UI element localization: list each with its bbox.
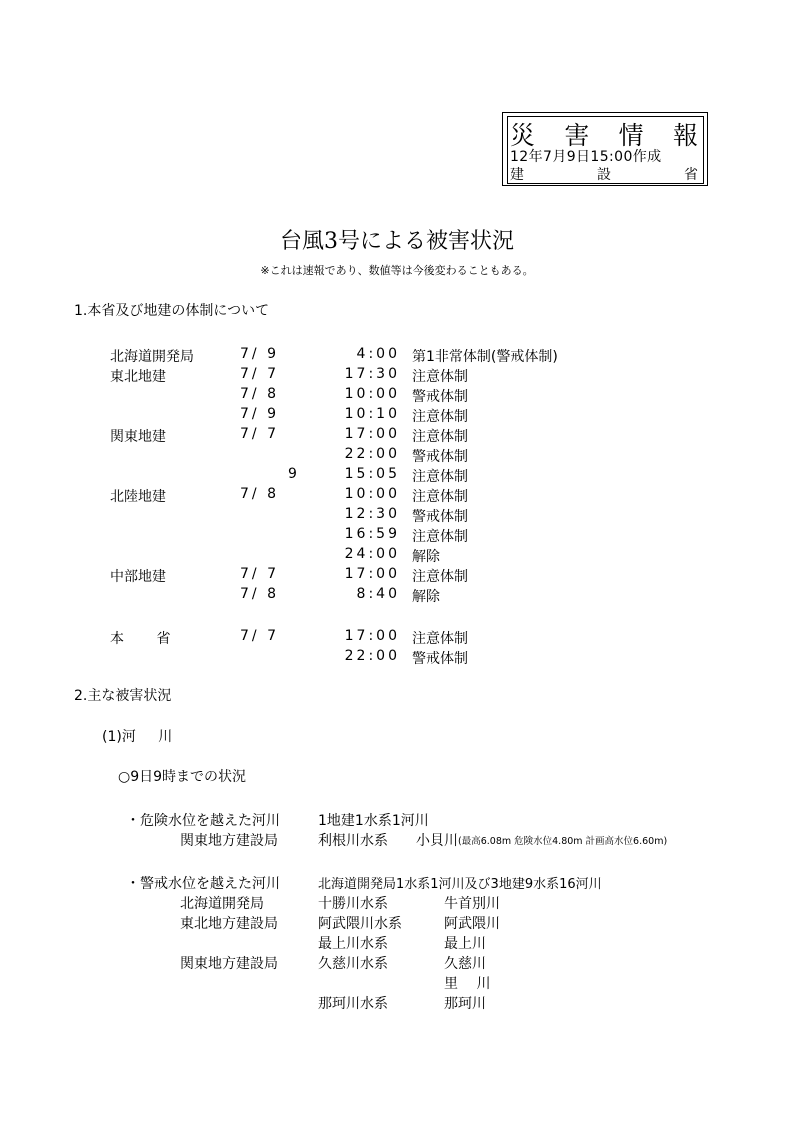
status-cell: 警戒体制 — [412, 509, 468, 525]
status-cell: 警戒体制 — [412, 651, 468, 667]
office-cell: 北海道開発局 — [180, 896, 264, 912]
river-name-cell: 久慈川 — [444, 956, 486, 972]
status-cell: 注意体制 — [412, 369, 468, 385]
report-type-char: 情 — [618, 121, 644, 150]
time-cell: 12:30 — [344, 506, 400, 522]
river-name-cell: 那珂川 — [444, 996, 486, 1012]
status-cell: 注意体制 — [412, 489, 468, 505]
status-cell: 注意体制 — [412, 569, 468, 585]
time-cell: 8:40 — [356, 586, 400, 602]
warning-river-row — [0, 893, 794, 911]
date-cell: 7/ 7 — [240, 566, 279, 582]
status-cell: 第1非常体制(警戒体制) — [412, 349, 558, 365]
status-as-of-heading: ○9日9時までの状況 — [118, 769, 247, 785]
date-cell: 7/ 9 — [240, 346, 279, 362]
danger-river: 小貝川 — [416, 833, 458, 849]
status-cell: 注意体制 — [412, 529, 468, 545]
status-row — [0, 366, 794, 384]
office-cell: 関東地方建設局 — [180, 956, 278, 972]
status-cell: 注意体制 — [412, 429, 468, 445]
river-name-cell: 阿武隈川 — [444, 916, 500, 932]
date-cell: 9 — [288, 466, 300, 482]
report-type-char: 報 — [672, 121, 698, 150]
status-cell: 注意体制 — [412, 469, 468, 485]
date-cell: 7/ 7 — [240, 628, 279, 644]
river-system-cell: 久慈川水系 — [318, 956, 388, 972]
time-cell: 22:00 — [344, 446, 400, 462]
time-cell: 17:00 — [344, 566, 400, 582]
warning-river-row — [0, 913, 794, 931]
status-cell: 警戒体制 — [412, 389, 468, 405]
danger-office: 関東地方建設局 — [180, 833, 278, 849]
time-cell: 17:00 — [344, 628, 400, 644]
warning-summary-row — [0, 873, 794, 891]
issuer-org-char: 省 — [684, 167, 698, 183]
danger-summary-row — [0, 810, 794, 828]
time-cell: 10:00 — [344, 386, 400, 402]
river-system-cell: 阿武隈川水系 — [318, 916, 402, 932]
date-cell: 7/ 7 — [240, 426, 279, 442]
office-cell: 東北地方建設局 — [180, 916, 278, 932]
status-row — [0, 406, 794, 424]
time-cell: 17:30 — [344, 366, 400, 382]
danger-label: ・危険水位を越えた河川 — [126, 813, 280, 829]
date-cell: 7/ 7 — [240, 366, 279, 382]
status-row — [0, 628, 794, 646]
river-system-cell: 最上川水系 — [318, 936, 388, 952]
section2-heading: 2.主な被害状況 — [74, 688, 172, 704]
danger-system: 利根川水系 — [318, 833, 388, 849]
org-cell: 東北地建 — [110, 369, 166, 385]
section1-heading: 1.本省及び地建の体制について — [74, 303, 270, 319]
org-cell: 北海道開発局 — [110, 349, 194, 365]
status-row — [0, 526, 794, 544]
danger-summary: 1地建1水系1河川 — [318, 813, 429, 829]
status-row — [0, 466, 794, 484]
report-type-char: 害 — [564, 121, 590, 150]
time-cell: 10:10 — [344, 406, 400, 422]
status-row — [0, 506, 794, 524]
date-cell: 7/ 8 — [240, 386, 279, 402]
status-row — [0, 566, 794, 584]
river-system-cell: 十勝川水系 — [318, 896, 388, 912]
warning-river-row — [0, 933, 794, 951]
status-row — [0, 446, 794, 464]
status-cell: 警戒体制 — [412, 449, 468, 465]
status-row — [0, 426, 794, 444]
status-row — [0, 486, 794, 504]
time-cell: 24:00 — [344, 546, 400, 562]
warning-label: ・警戒水位を越えた河川 — [126, 876, 280, 892]
warning-river-row — [0, 953, 794, 971]
warning-summary: 北海道開発局1水系1河川及び3地建9水系16河川 — [318, 877, 602, 892]
issuer-org-char: 設 — [597, 167, 611, 183]
issuer-org — [510, 164, 698, 184]
river-system-cell: 那珂川水系 — [318, 996, 388, 1012]
preliminary-note: ※これは速報であり、数値等は今後変わることもある。 — [260, 264, 534, 277]
report-type-char: 災 — [510, 121, 536, 150]
org-cell: 関東地建 — [110, 429, 166, 445]
issuer-org-char: 建 — [510, 167, 524, 183]
river-name-cell: 里 川 — [444, 976, 491, 992]
date-cell: 7/ 8 — [240, 586, 279, 602]
status-row — [0, 346, 794, 364]
org-cell: 本 省 — [110, 631, 171, 647]
status-cell: 注意体制 — [412, 409, 468, 425]
issuer-box — [502, 112, 708, 186]
issue-date: 12年7月9日15:00作成 — [510, 149, 662, 165]
river-name-cell: 最上川 — [444, 936, 486, 952]
status-row — [0, 648, 794, 666]
status-row — [0, 586, 794, 604]
warning-river-row — [0, 993, 794, 1011]
danger-levels: (最高6.08m 危険水位4.80m 計画高水位6.60m) — [458, 836, 668, 847]
status-row — [0, 386, 794, 404]
document-title: 台風3号による被害状況 — [280, 229, 514, 254]
status-cell: 注意体制 — [412, 631, 468, 647]
danger-detail-row — [0, 830, 794, 848]
time-cell: 22:00 — [344, 648, 400, 664]
river-name-cell: 牛首別川 — [444, 896, 500, 912]
time-cell: 15:05 — [344, 466, 400, 482]
org-cell: 北陸地建 — [110, 489, 166, 505]
time-cell: 16:59 — [344, 526, 400, 542]
warning-river-row — [0, 973, 794, 991]
time-cell: 4:00 — [356, 346, 400, 362]
time-cell: 17:00 — [344, 426, 400, 442]
date-cell: 7/ 9 — [240, 406, 279, 422]
status-cell: 解除 — [412, 549, 440, 565]
status-cell: 解除 — [412, 589, 440, 605]
org-cell: 中部地建 — [110, 569, 166, 585]
time-cell: 10:00 — [344, 486, 400, 502]
status-row — [0, 546, 794, 564]
rivers-subheading: (1)河 川 — [102, 729, 173, 745]
date-cell: 7/ 8 — [240, 486, 279, 502]
